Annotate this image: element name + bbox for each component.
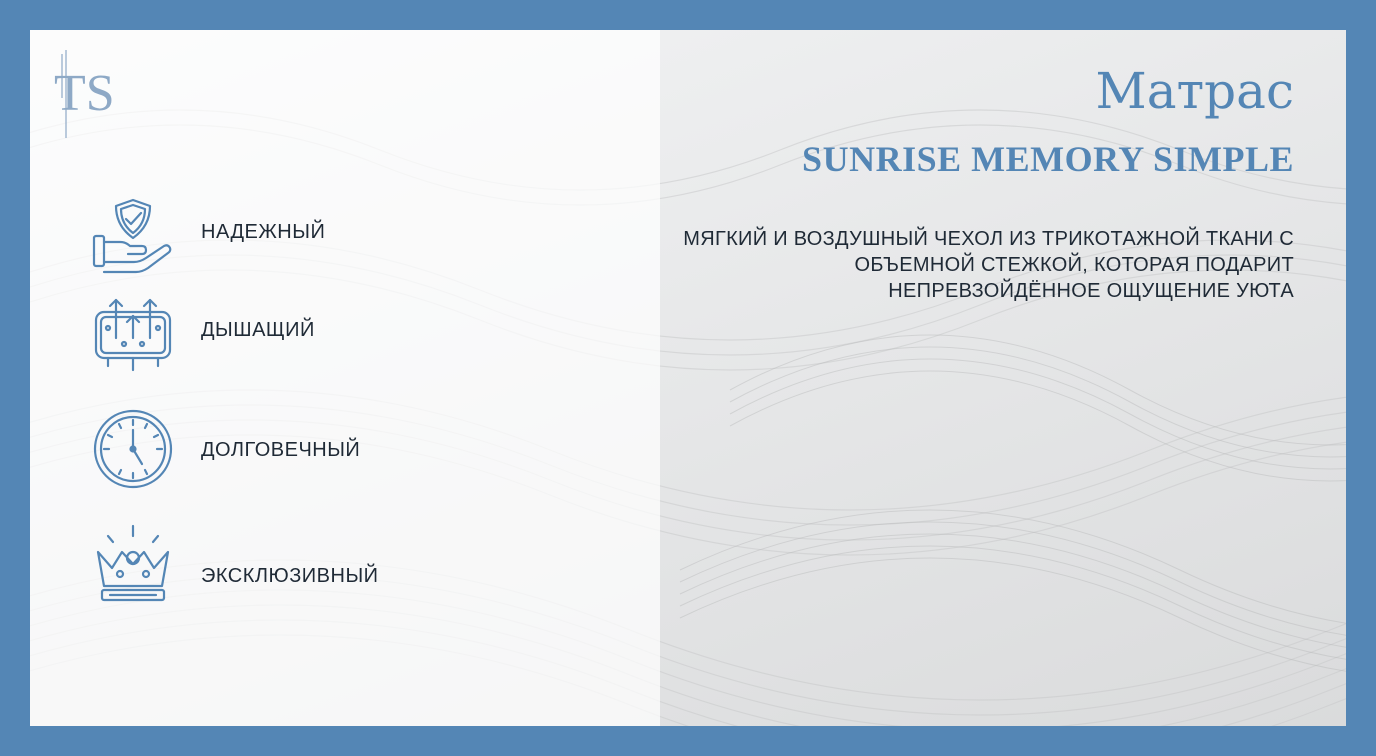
shield-hand-icon <box>90 192 176 278</box>
product-name: SUNRISE MEMORY SIMPLE <box>802 139 1294 179</box>
brand-logo <box>52 48 132 143</box>
crown-icon <box>90 524 176 610</box>
clock-icon <box>90 406 176 492</box>
logo-text: TS <box>54 65 115 122</box>
feature-label-breathable: ДЫШАЩИЙ <box>201 319 315 341</box>
feature-label-durable: ДОЛГОВЕЧНЫЙ <box>201 439 361 461</box>
feature-label-exclusive: ЭКСКЛЮЗИВНЫЙ <box>201 565 379 587</box>
breathable-layer-icon <box>90 292 176 378</box>
product-title: Матрас <box>1095 62 1294 120</box>
product-description: МЯГКИЙ И ВОЗДУШНЫЙ ЧЕХОЛ ИЗ ТРИКОТАЖНОЙ ТКАНИ С ОБЪЕМНОЙ СТЕЖКОЙ, КОТОРАЯ ПОДАРИТ НЕПРЕВЗОЙДЁННОЕ ОЩУЩЕНИЕ УЮТА <box>683 228 1294 302</box>
feature-label-reliable: НАДЕЖНЫЙ <box>201 221 326 243</box>
banner <box>30 30 1346 726</box>
